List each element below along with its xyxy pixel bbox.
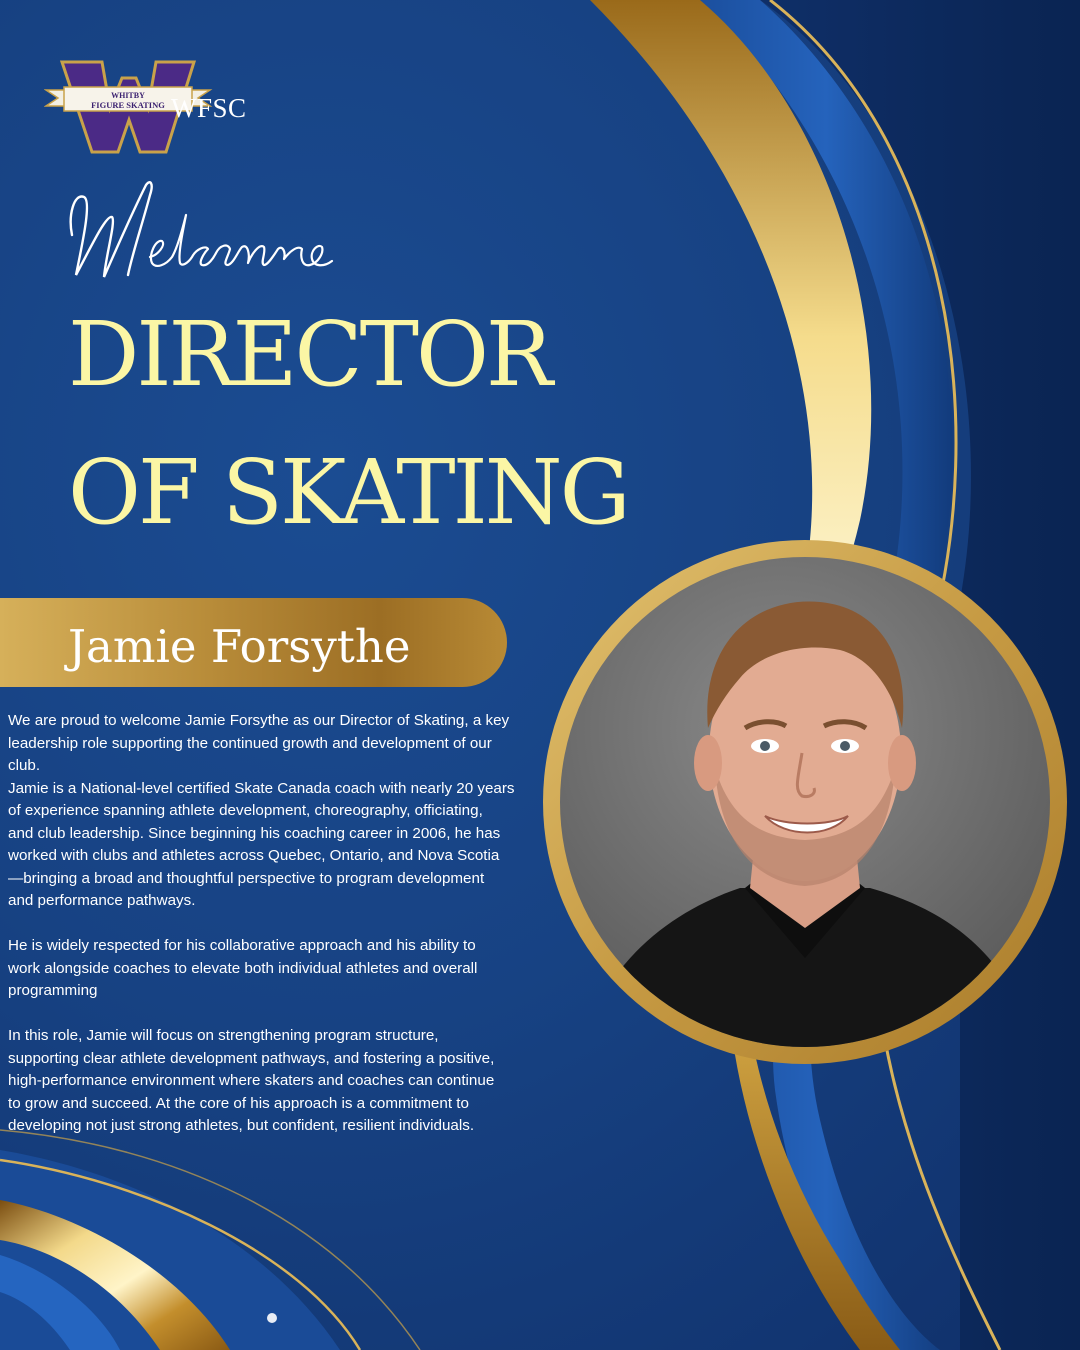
text-line: leadership role supporting the continued growth and development of our <box>8 734 492 752</box>
text-line: He is widely respected for his collaborative approach and his ability to <box>8 937 476 954</box>
text-line: —bringing a broad and thoughtful perspective to program development <box>8 869 485 887</box>
text-line: and performance pathways. <box>8 892 196 909</box>
text-line: work alongside coaches to elevate both individual athletes and overall <box>8 959 478 977</box>
body-paragraph-3 <box>8 935 524 1003</box>
text-line: programming <box>8 982 98 999</box>
body-paragraph-2 <box>8 778 524 913</box>
text-line: Jamie is a National-level certified Skate Canada coach with nearly 20 years <box>8 779 515 797</box>
text-line: to grow and succeed. At the core of his approach is a commitment to <box>8 1094 469 1112</box>
text-line: club. <box>8 757 41 774</box>
club-abbreviation: WFSC <box>171 93 247 123</box>
text-line: supporting clear athlete development pathways, and fostering a positive, <box>8 1049 495 1067</box>
text-line: We are proud to welcome Jamie Forsythe as our Director of Skating, a key <box>8 712 510 729</box>
logo-banner-line1: WHITBY <box>111 91 145 100</box>
text-line: high-performance environment where skaters and coaches can continue <box>8 1072 495 1089</box>
text-line: In this role, Jamie will focus on strengthening program structure, <box>8 1027 439 1044</box>
person-name: Jamie Forsythe <box>68 620 411 673</box>
welcome-script <box>62 175 362 300</box>
text-line: and club leadership. Since beginning his coaching career in 2006, he has <box>8 824 501 842</box>
portrait-photo <box>540 538 1080 1066</box>
title-line-2: OF SKATING <box>68 440 628 544</box>
body-paragraph-1 <box>8 710 524 778</box>
text-line: developing not just strong athletes, but confident, resilient individuals. <box>8 1117 475 1134</box>
text-line: worked with clubs and athletes across Quebec, Ontario, and Nova Scotia <box>8 847 500 864</box>
title-line-1: DIRECTOR <box>68 302 550 406</box>
announcement-body <box>8 710 524 1138</box>
body-paragraph-4 <box>8 1025 524 1138</box>
text-line: of experience spanning athlete development, choreography, officiating, <box>8 802 483 819</box>
logo-banner-line2: FIGURE SKATING <box>91 100 165 110</box>
